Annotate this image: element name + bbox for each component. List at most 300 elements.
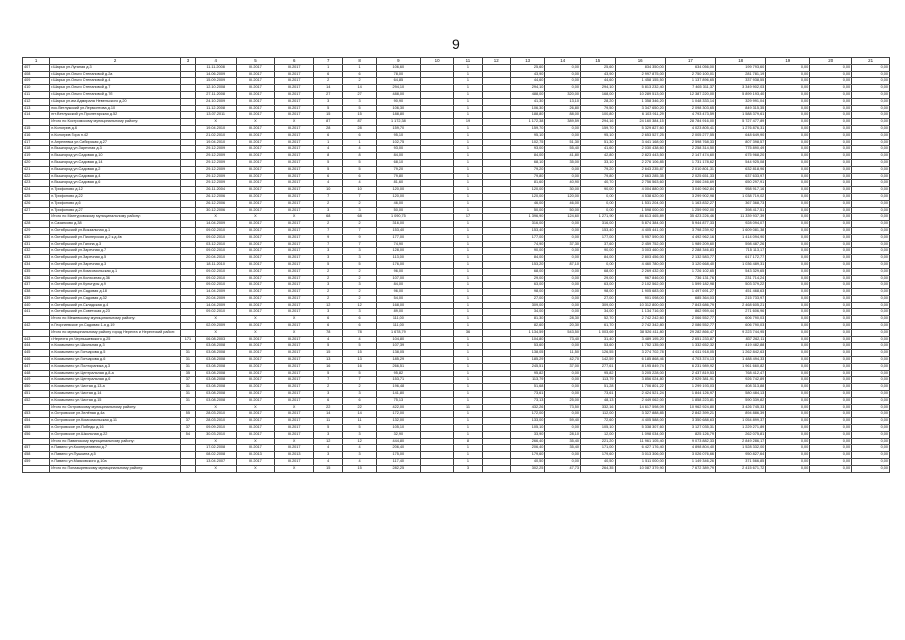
table-cell: 7 465 311,37 [665, 85, 715, 92]
table-cell: 188,80 [510, 112, 545, 119]
table-cell: 73,61 [581, 391, 616, 398]
table-cell: 0,00 [545, 125, 581, 132]
address-cell: п.Октябрьский ул.Складская д.4 [50, 302, 181, 309]
table-cell: 432,26 [510, 404, 545, 411]
table-cell: 282,25 [376, 465, 420, 472]
table-cell: 1 [454, 125, 482, 132]
table-cell: 117,40 [376, 459, 420, 466]
table-cell: 79,80 [581, 173, 616, 180]
table-cell: 31 [181, 391, 196, 398]
table-cell: 0,00 [810, 302, 852, 309]
table-row [23, 289, 890, 296]
table-cell: 63,00 [581, 282, 616, 289]
table-cell: 41,80 [545, 153, 581, 160]
table-cell: 177,00 [510, 234, 545, 241]
table-cell: 55 [181, 411, 196, 418]
table-cell: 0,00 [852, 425, 890, 432]
table-cell: X [236, 119, 275, 126]
table-cell: III.2017 [236, 200, 275, 207]
address-cell: п.Вышгород ул.Садовая д.4 [50, 173, 181, 180]
table-cell: 46 613 465,89 [615, 214, 665, 221]
table-cell [482, 173, 510, 180]
table-row [23, 282, 890, 289]
table-cell: 09.02.2010 [195, 309, 236, 316]
table-cell [181, 78, 196, 85]
table-cell: 1 [454, 193, 482, 200]
table-cell: 413 [23, 105, 50, 112]
table-cell: III.2017 [275, 234, 314, 241]
address-cell: п.Павино ул.Маяковского д.10а [50, 459, 181, 466]
table-row [23, 302, 890, 309]
table-cell: III.2017 [236, 187, 275, 194]
table-cell [420, 261, 454, 268]
table-cell: X [275, 214, 314, 221]
table-cell [181, 85, 196, 92]
table-cell: III.2017 [236, 221, 275, 228]
table-cell: 30.12.2006 [195, 207, 236, 214]
table-cell: 13.07.2011 [195, 112, 236, 119]
table-cell: 3 347 650,20 [615, 105, 665, 112]
table-cell: 0,00 [852, 234, 890, 241]
table-row [23, 425, 890, 432]
table-cell: 0,00 [810, 132, 852, 139]
table-cell: 0,00 [766, 221, 810, 228]
address-cell: п.Октябрьский ул.Вокзальная д.1 [50, 227, 181, 234]
table-cell: 0,00 [810, 425, 852, 432]
table-cell: 03.08.2008 [195, 384, 236, 391]
table-cell: 0,00 [545, 289, 581, 296]
table-cell [181, 404, 196, 411]
table-cell: 590 339,82 [716, 397, 766, 404]
table-cell: 433 [23, 255, 50, 262]
table-cell: 0,00 [852, 370, 890, 377]
table-cell: 426 [23, 200, 50, 207]
table-cell [482, 438, 510, 445]
table-cell [420, 146, 454, 153]
table-cell: 12,00 [581, 431, 616, 438]
table-cell: 8 [343, 153, 377, 160]
table-cell: 3 [314, 282, 343, 289]
table-cell: 418 [23, 146, 50, 153]
table-cell [181, 139, 196, 146]
table-cell: 104,80 [376, 336, 420, 343]
table-cell: 1 [454, 207, 482, 214]
table-cell: 11 [454, 404, 482, 411]
table-cell: 4 [314, 180, 343, 187]
table-row [23, 241, 890, 248]
table-cell: 0,00 [810, 207, 852, 214]
table-cell: 0,00 [545, 309, 581, 316]
table-cell: 14 [314, 85, 343, 92]
table-cell: 0,00 [810, 282, 852, 289]
column-number-cell: 10 [420, 58, 454, 65]
table-cell: 84,00 [510, 255, 545, 262]
address-cell: п.Апрелевка ул.Сибирская д.27 [50, 139, 181, 146]
table-row [23, 255, 890, 262]
table-cell: 5 [343, 425, 377, 432]
table-row [23, 91, 890, 98]
table-cell: 2 086 552,77 [665, 323, 715, 330]
table-cell: 1 358 346,20 [615, 98, 665, 105]
table-cell: 5 [314, 159, 343, 166]
table-cell: 834 350,00 [615, 64, 665, 71]
table-cell: III.2017 [275, 275, 314, 282]
table-cell: 75,13 [376, 397, 420, 404]
table-cell: 87 [314, 119, 343, 126]
table-cell: 2 288 346,83 [665, 248, 715, 255]
table-cell: 2 929 381,91 [665, 377, 715, 384]
table-cell [181, 295, 196, 302]
table-cell [181, 91, 196, 98]
table-cell: III.2017 [275, 193, 314, 200]
table-cell: 1 054 899,37 [716, 418, 766, 425]
table-cell [420, 214, 454, 221]
table-cell: 3 [343, 248, 377, 255]
table-cell: 429 [23, 227, 50, 234]
table-cell: 0,00 [852, 418, 890, 425]
table-cell: 25,60 [581, 64, 616, 71]
table-cell: 40,50 [510, 459, 545, 466]
table-cell: 0,00 [852, 180, 890, 187]
table-cell: 245,51 [510, 363, 545, 370]
table-cell [420, 282, 454, 289]
column-number-cell: 8 [343, 58, 377, 65]
table-cell: 03.08.2008 [195, 370, 236, 377]
table-cell: III.2017 [275, 187, 314, 194]
table-cell: 3 120 668,40 [665, 261, 715, 268]
address-cell: п.Космынино ул.Школьная д.3 [50, 343, 181, 350]
table-cell: 488,00 [376, 91, 420, 98]
table-cell: 4 [314, 336, 343, 343]
table-cell: 29.12.2009 [195, 159, 236, 166]
table-cell: 5 [343, 105, 377, 112]
table-cell: III.2017 [236, 357, 275, 364]
table-cell: 0,00 [766, 159, 810, 166]
table-cell: 1 528 332,00 [716, 445, 766, 452]
table-cell: 7 [343, 241, 377, 248]
table-cell [482, 71, 510, 78]
table-cell: 417 [23, 139, 50, 146]
address-cell: п.Космынино ул.Центральная д.8-а [50, 370, 181, 377]
table-cell: 19.04.2010 [195, 139, 236, 146]
table-cell: 0,00 [766, 98, 810, 105]
table-cell: 1 [454, 64, 482, 71]
table-cell: X [195, 465, 236, 472]
table-cell: 0,00 [810, 193, 852, 200]
table-cell: 1 [454, 302, 482, 309]
table-cell: III.2017 [275, 391, 314, 398]
table-cell: 52,70 [581, 316, 616, 323]
table-cell: 266,40 [510, 438, 545, 445]
table-cell: 132,00 [376, 418, 420, 425]
table-cell: 31 [181, 397, 196, 404]
table-cell [23, 465, 50, 472]
table-row [23, 261, 890, 268]
column-number-cell: 5 [236, 58, 275, 65]
table-cell [482, 404, 510, 411]
table-cell: III.2017 [275, 309, 314, 316]
table-cell: 8 [314, 153, 343, 160]
table-cell: 2 030 438,60 [615, 146, 665, 153]
table-cell: 1 609 081,38 [716, 227, 766, 234]
table-row [23, 146, 890, 153]
table-cell: 22 [314, 404, 343, 411]
address-cell: п.Октябрьский ул.Культуры д.9 [50, 282, 181, 289]
table-cell: 451 468,63 [716, 289, 766, 296]
table-cell: 6 427 176,40 [615, 445, 665, 452]
table-cell [181, 173, 196, 180]
table-cell: 0,00 [766, 132, 810, 139]
table-cell [420, 357, 454, 364]
table-cell: III.2017 [236, 146, 275, 153]
table-row [23, 323, 890, 330]
table-cell [420, 166, 454, 173]
table-cell: 0,00 [852, 343, 890, 350]
table-cell: 3 [343, 431, 377, 438]
table-cell [482, 343, 510, 350]
table-cell [482, 391, 510, 398]
table-cell: III.2017 [236, 64, 275, 71]
table-cell: 5 [343, 370, 377, 377]
table-cell [181, 438, 196, 445]
table-cell: 44,60 [510, 78, 545, 85]
table-cell: 438 [23, 289, 50, 296]
table-cell: 95,82 [581, 370, 616, 377]
table-cell: 0,00 [766, 166, 810, 173]
table-cell: III.2017 [275, 132, 314, 139]
table-cell: 63,00 [510, 282, 545, 289]
table-cell [482, 159, 510, 166]
table-cell: 3 003 460,00 [615, 248, 665, 255]
table-cell: 03.12.2010 [195, 241, 236, 248]
table-cell: 89,00 [376, 309, 420, 316]
table-cell: 1 [454, 241, 482, 248]
table-cell [181, 112, 196, 119]
table-cell: 30,00 [545, 187, 581, 194]
table-cell: 316,00 [376, 221, 420, 228]
table-cell: 420 [23, 159, 50, 166]
table-cell [181, 200, 196, 207]
table-cell [482, 350, 510, 357]
table-cell: 0,00 [545, 282, 581, 289]
table-cell: 126,55 [581, 350, 616, 357]
table-cell: III.2017 [236, 275, 275, 282]
address-cell: п.Павино ул.Кооперативная д.7 [50, 445, 181, 452]
table-cell: 2 663 285,35 [615, 173, 665, 180]
table-cell: 427 [23, 207, 50, 214]
table-cell: 7 [343, 377, 377, 384]
table-cell [482, 357, 510, 364]
table-cell: 199 793,60 [716, 64, 766, 71]
table-cell: 715 113,17 [716, 248, 766, 255]
table-cell: 0,00 [852, 452, 890, 459]
address-cell: п.Космынино ул.Чистая д.13-а [50, 384, 181, 391]
table-cell: 0,00 [852, 316, 890, 323]
table-cell: 0,00 [766, 336, 810, 343]
table-cell: 309,00 [510, 302, 545, 309]
table-cell: 0,00 [852, 193, 890, 200]
table-cell: 5 [343, 343, 377, 350]
table-cell: 4 703 374,13 [665, 357, 715, 364]
table-cell: 0,00 [545, 411, 581, 418]
table-cell: 15 [314, 465, 343, 472]
table-cell: 455 [23, 425, 50, 432]
table-cell: 0,00 [810, 370, 852, 377]
table-cell [23, 404, 50, 411]
table-cell: 28 [343, 125, 377, 132]
table-cell [482, 329, 510, 336]
table-cell: 78,00 [376, 71, 420, 78]
table-cell [482, 248, 510, 255]
table-cell: III.2017 [275, 363, 314, 370]
table-cell [482, 234, 510, 241]
table-cell [482, 370, 510, 377]
table-cell: 18.11.2010 [195, 261, 236, 268]
table-cell: 03.08.2008 [195, 391, 236, 398]
table-cell: 3 040 962,84 [665, 187, 715, 194]
table-cell: 1 [454, 425, 482, 432]
table-cell [420, 384, 454, 391]
table-cell: 2 [314, 295, 343, 302]
table-cell: 175,00 [376, 452, 420, 459]
table-row [23, 248, 890, 255]
table-cell: 0,00 [766, 227, 810, 234]
table-cell: 120,00 [510, 187, 545, 194]
table-cell: 15.09.2009 [195, 78, 236, 85]
table-cell: 14.06.2009 [195, 71, 236, 78]
table-cell: 449 [23, 377, 50, 384]
table-cell [420, 350, 454, 357]
table-cell [420, 200, 454, 207]
table-cell: 1 [454, 221, 482, 228]
table-cell: III.2017 [275, 323, 314, 330]
table-cell: 0,00 [545, 234, 581, 241]
table-cell: III.2017 [236, 125, 275, 132]
table-cell: 93,00 [510, 146, 545, 153]
table-cell: III.2017 [275, 112, 314, 119]
table-cell: 54,00 [376, 295, 420, 302]
table-cell: 3 299 902,98 [665, 193, 715, 200]
address-cell: п.Павино ул.Пушкина д.5 [50, 452, 181, 459]
table-cell: 0,00 [545, 377, 581, 384]
table-cell: 206,40 [376, 445, 420, 452]
address-cell: п.Вышгород ул.Садовая д.6 [50, 180, 181, 187]
address-cell: п.Островское ул.Комсомольская д.11 [50, 418, 181, 425]
table-cell [482, 105, 510, 112]
table-cell: 444,80 [376, 438, 420, 445]
table-cell: 90,00 [510, 248, 545, 255]
address-cell: г.Шарья ул.Ольги Степановой д.2а [50, 71, 181, 78]
table-cell: 4 538 620,00 [615, 193, 665, 200]
table-cell: 0,00 [852, 153, 890, 160]
table-cell: 28 784 916,00 [665, 119, 715, 126]
subtotal-row [23, 465, 890, 472]
table-cell: 1 098 034,00 [615, 431, 665, 438]
table-cell: 81,60 [376, 180, 420, 187]
table-cell: 5 899 193,40 [716, 91, 766, 98]
table-cell: 1 262 842,63 [716, 350, 766, 357]
table-cell: 4 405 588,00 [615, 418, 665, 425]
table-cell: 0,00 [545, 64, 581, 71]
table-cell: III.2017 [236, 85, 275, 92]
table-cell [181, 180, 196, 187]
table-cell: III.2017 [275, 146, 314, 153]
table-cell: 03.08.2008 [195, 377, 236, 384]
column-number-cell: 4 [195, 58, 236, 65]
table-cell: 96,00 [376, 268, 420, 275]
table-cell: 0,00 [810, 377, 852, 384]
table-cell: 3 [314, 452, 343, 459]
table-cell: 2 [314, 289, 343, 296]
table-cell: 0,00 [810, 221, 852, 228]
table-cell: 95,10 [510, 132, 545, 139]
table-cell: 12 [343, 438, 377, 445]
table-cell [181, 329, 196, 336]
table-cell: 32,90 [376, 431, 420, 438]
table-cell [181, 268, 196, 275]
table-cell: 1 [454, 384, 482, 391]
table-cell: 0,00 [810, 98, 852, 105]
table-cell: 113,79 [510, 377, 545, 384]
table-cell: 0,00 [852, 431, 890, 438]
table-cell: 422,00 [376, 404, 420, 411]
table-cell: III.2017 [236, 459, 275, 466]
table-cell: 926 742,89 [716, 377, 766, 384]
table-cell: 0,00 [852, 112, 890, 119]
table-cell: 6 [343, 71, 377, 78]
table-cell: 1 149 346,26 [665, 459, 715, 466]
table-cell: 5 [343, 159, 377, 166]
table-cell: 37,00 [545, 363, 581, 370]
table-cell: 446 [23, 357, 50, 364]
table-cell: 107,39 [376, 343, 420, 350]
table-cell [482, 323, 510, 330]
table-cell: 72,60 [581, 418, 616, 425]
table-cell: 88,00 [545, 112, 581, 119]
table-cell: III.2017 [236, 112, 275, 119]
table-cell: 1 [454, 295, 482, 302]
table-cell: 95,82 [510, 370, 545, 377]
table-cell: 4 004 880,00 [615, 187, 665, 194]
table-cell: 6 [343, 173, 377, 180]
table-cell [482, 180, 510, 187]
table-cell [482, 282, 510, 289]
table-cell [181, 71, 196, 78]
table-cell: 36 [454, 329, 482, 336]
table-cell [420, 221, 454, 228]
table-cell: 51,28 [581, 384, 616, 391]
table-cell: 411 [23, 91, 50, 98]
table-cell: III.2017 [275, 350, 314, 357]
table-cell: 104,80 [510, 336, 545, 343]
table-cell: 5 727 477,89 [716, 119, 766, 126]
table-cell: 105,10 [581, 425, 616, 432]
table-cell: 1 [454, 445, 482, 452]
table-cell: 2 [343, 221, 377, 228]
address-cell: п.Октябрьский ул.Заречная д.3 [50, 261, 181, 268]
table-cell: 2 [343, 275, 377, 282]
table-cell: 11 [343, 418, 377, 425]
table-cell: 64,85 [376, 78, 420, 85]
table-cell [482, 309, 510, 316]
table-cell: 0,00 [766, 261, 810, 268]
table-cell: 432 [23, 248, 50, 255]
table-cell: 2 [314, 78, 343, 85]
table-cell: 28,30 [545, 316, 581, 323]
table-cell [181, 248, 196, 255]
table-cell: 50,00 [376, 207, 420, 214]
table-cell: 0,00 [766, 105, 810, 112]
